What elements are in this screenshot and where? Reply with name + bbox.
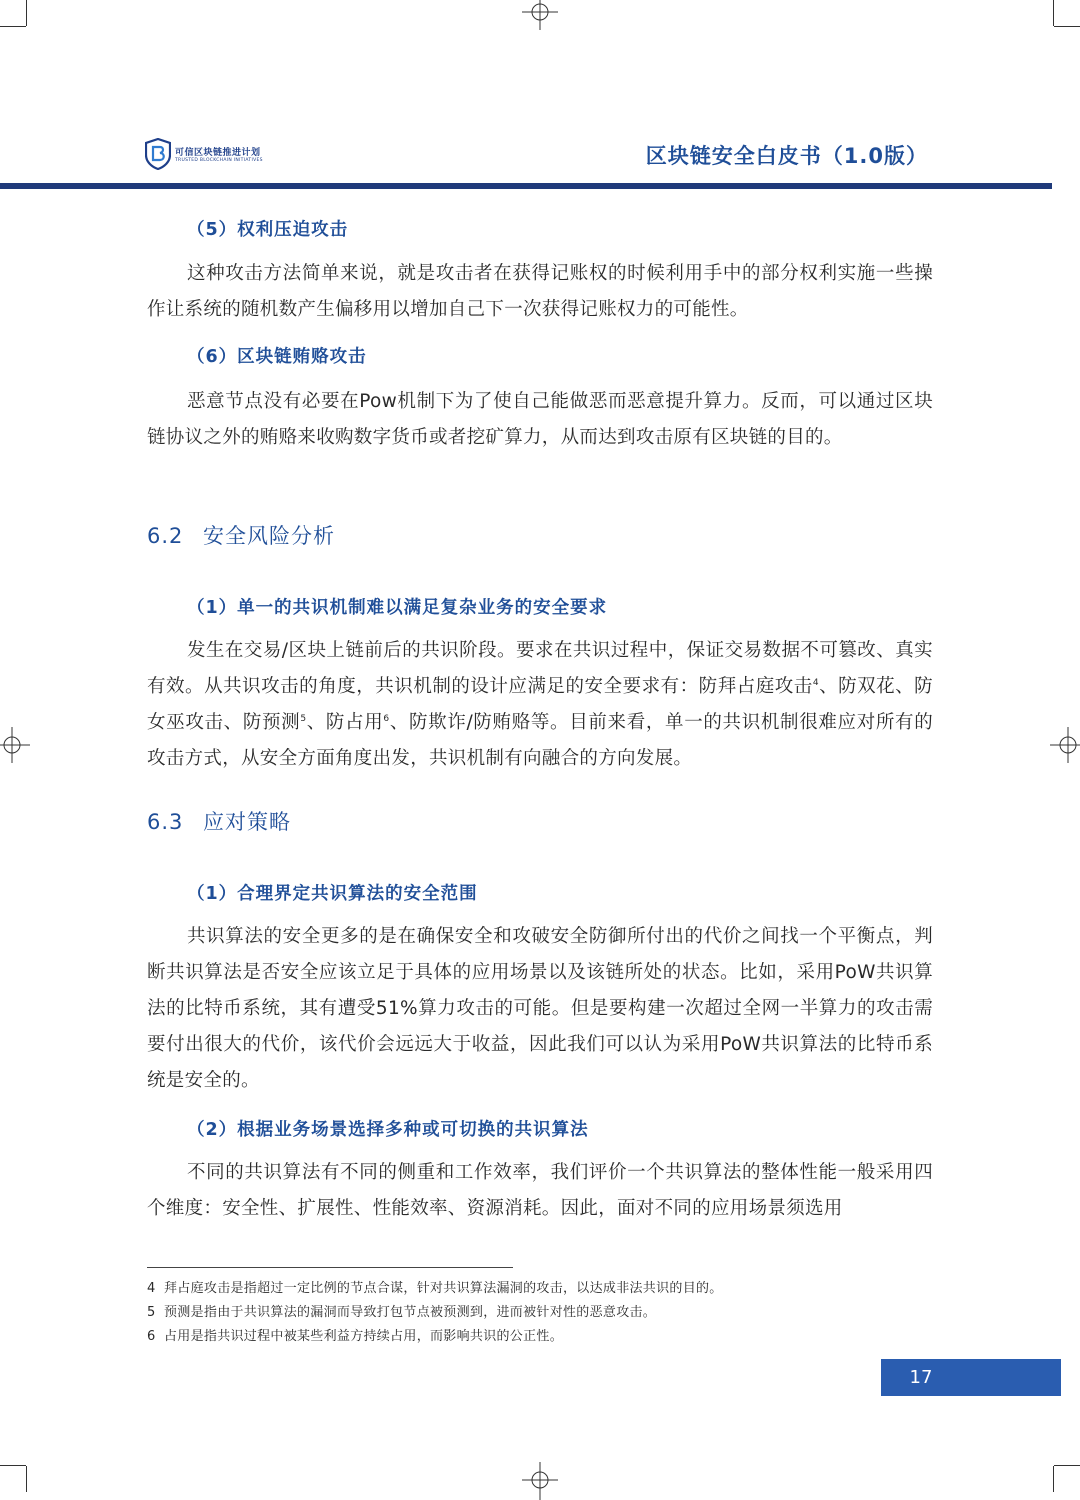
section-heading-6-2 (147, 520, 335, 550)
crop-mark (1054, 1465, 1080, 1466)
registration-mark-icon (520, 1460, 560, 1500)
strategy-title-1: （1）合理界定共识算法的安全范围 (187, 884, 478, 904)
logo (145, 138, 263, 170)
footnote-ref-5[interactable]: 5 (300, 713, 307, 724)
strategy-paragraph-2: 不同的共识算法有不同的侧重和工作效率，我们评价一个共识算法的整体性能一般采用四个维度：安全性、扩展性、性能效率、资源消耗。因此，面对不同的应用场景须选用 (147, 1162, 933, 1219)
crop-mark (0, 1465, 26, 1466)
logo-text-cn: 可信区块链推进计划 (175, 148, 261, 158)
strategy-paragraph-1: 共识算法的安全更多的是在确保安全和攻破安全防御所付出的代价之间找一个平衡点，判断共识算法是否安全应该立足于具体的应用场景以及该链所处的状态。比如，采用PoW共识算法的比特币系统，其有遭受51%算力攻击的可能。但是要构建一次超过全网一半算力的攻击需要付出很大的代价，该代价会远远大于收益，因此我们可以认为采用PoW共识算法的比特币系统是安全的。 (147, 926, 933, 1091)
risk-title-1: （1）单一的共识机制难以满足复杂业务的安全要求 (187, 598, 608, 618)
paragraph-5: 这种攻击方法简单来说，就是攻击者在获得记账权的时候利用手中的部分权利实施一些操作让系统的随机数产生偏移用以增加自己下一次获得记账权力的可能性。 (147, 263, 933, 320)
registration-mark-icon (520, 0, 560, 32)
footnote-ref-4[interactable]: 4 (812, 677, 819, 688)
risk-paragraph-1: 发生在交易/区块上链前后的共识阶段。要求在共识过程中，保证交易数据不可篡改、真实有效。从共识攻击的角度，共识机制的设计应满足的安全要求有：防拜占庭攻击$^4$、防双花、防女巫攻击、防预测$^5$、防占用$^6$、防欺诈/防贿赂等。目前来看，单一的共识机制很难应对所有的攻击方式，从安全方面角度出发，共识机制有向融合的方向发展。 (147, 640, 934, 769)
footnote-ref-6[interactable]: 6 (383, 713, 390, 724)
footnote-5: 5 预测是指由于共识算法的漏洞而导致打包节点被预测到，进而被针对性的恶意攻击。 (147, 1305, 657, 1320)
logo-text-en: TRUSTED BLOCKCHAIN INITIATIVES (175, 158, 263, 163)
crop-mark (1053, 1466, 1054, 1492)
subsection-title-6: （6）区块链贿赂攻击 (187, 347, 367, 367)
crop-mark (0, 26, 26, 27)
section-title: 安全风险分析 (203, 524, 335, 548)
strategy-title-2: （2）根据业务场景选择多种或可切换的共识算法 (187, 1120, 589, 1140)
page-number: 17 (909, 1367, 933, 1388)
document-title: 区块链安全白皮书（1.0版） (645, 144, 928, 168)
registration-mark-icon (1048, 725, 1080, 765)
registration-mark-icon (0, 725, 32, 765)
crop-mark (26, 0, 27, 26)
paragraph-6: 恶意节点没有必要在Pow机制下为了使自己能做恶而恶意提升算力。反而，可以通过区块链协议之外的贿赂来收购数字货币或者挖矿算力，从而达到攻击原有区块链的目的。 (147, 391, 933, 448)
crop-mark (1053, 0, 1054, 26)
subsection-title-5: （5）权利压迫攻击 (187, 220, 349, 240)
section-title: 应对策略 (203, 810, 291, 834)
section-heading-6-3 (147, 806, 291, 836)
crop-mark (1054, 26, 1080, 27)
header-bar (0, 183, 1052, 189)
blockchain-logo-icon (145, 138, 171, 170)
footnote-4: 4 拜占庭攻击是指超过一定比例的节点合谋，针对共识算法漏洞的攻击，以达成非法共识的目的。 (147, 1281, 723, 1296)
section-number: 6.3 (147, 810, 184, 834)
crop-mark (26, 1466, 27, 1492)
section-number: 6.2 (147, 524, 184, 548)
footnote-6: 6 占用是指共识过程中被某些利益方持续占用，而影响共识的公正性。 (147, 1329, 564, 1344)
footnote-divider (147, 1267, 513, 1268)
